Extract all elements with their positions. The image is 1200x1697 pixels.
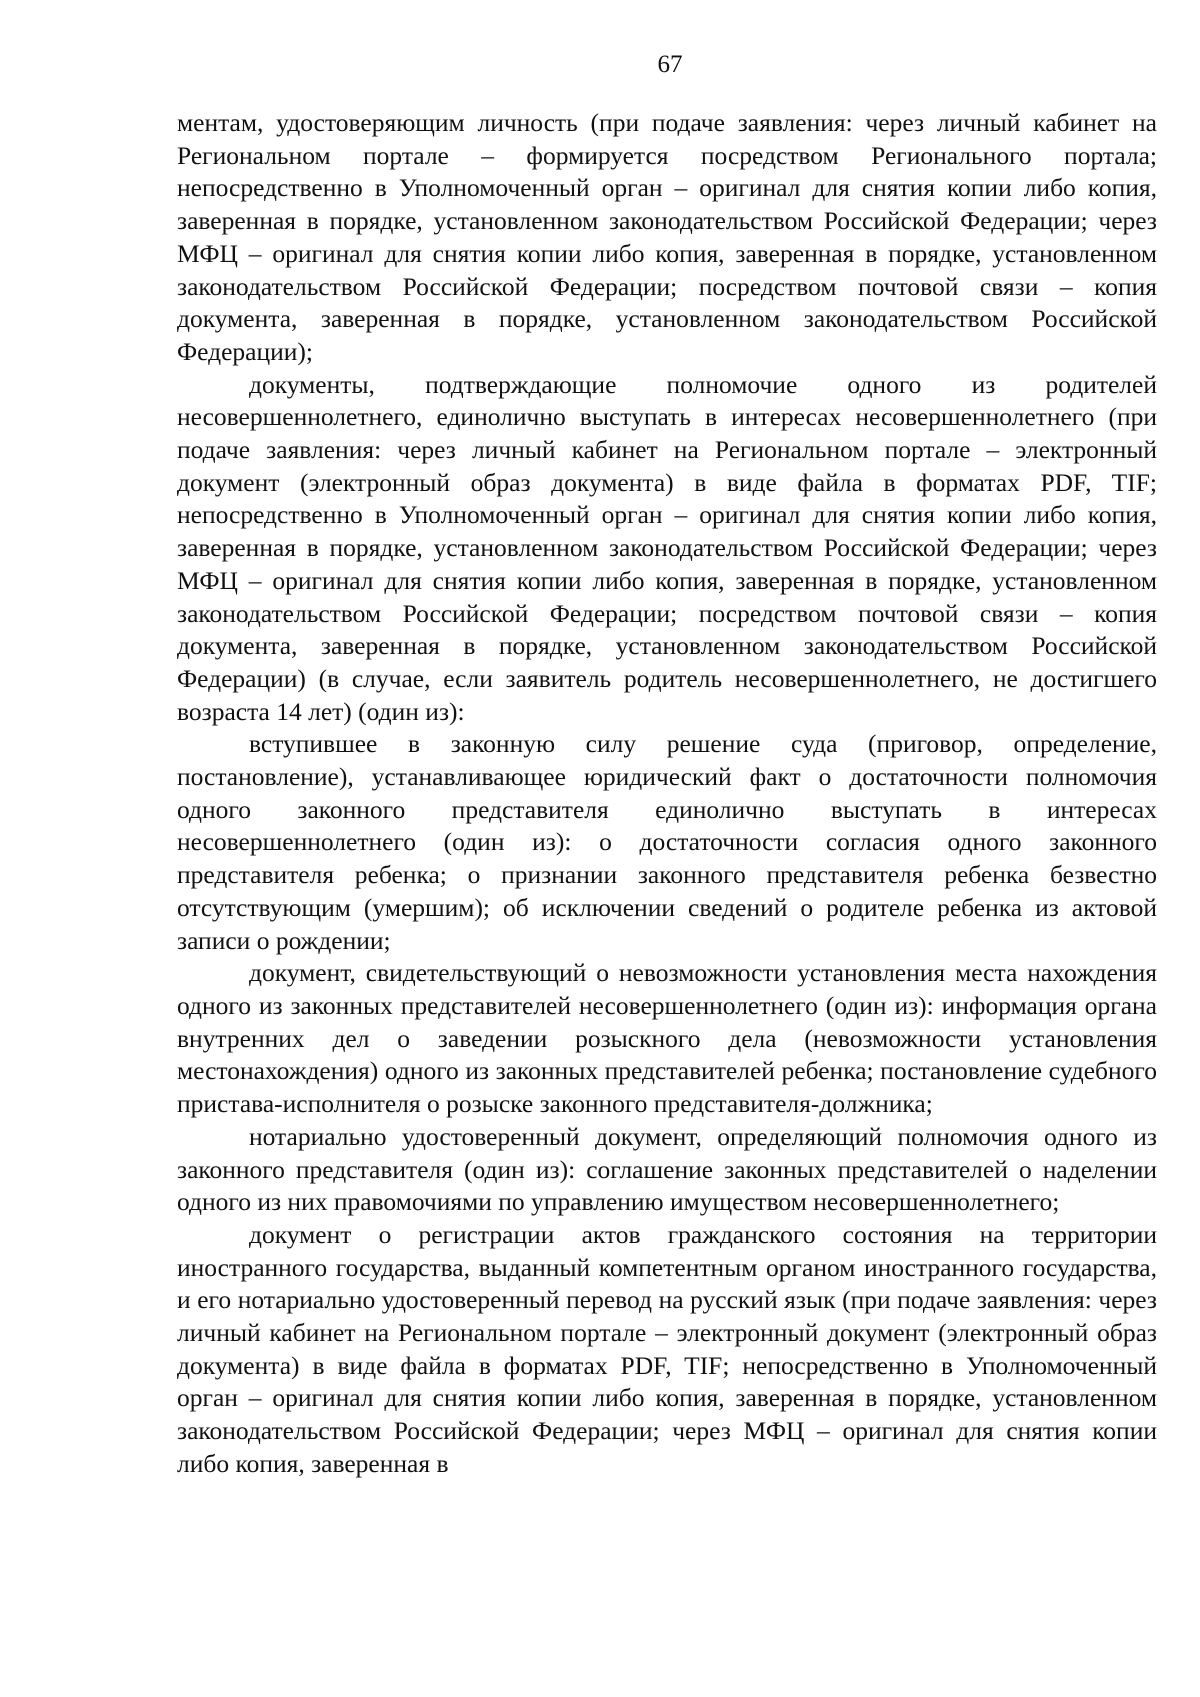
paragraph: нотариально удостоверенный документ, определяющий полномочия одного из законного представителя (один из): соглашение законных представителей о наделении одного из них правомочиями по управлению имуществом несовершеннолетнего;: [177, 1121, 1157, 1217]
paragraph: документ о регистрации актов гражданского состояния на территории иностранного государства, выданный компетентным органом иностранного государства, и его нотариально удостоверенный перевод на русский язык (при подаче заявления: через личный кабинет на Региональном портале – электронный документ (электронный образ документа) в виде файла в форматах PDF, TIF; непосредственно в Уполномоченный орган – оригинал для снятия копии либо копия, заверенная в порядке, установленном законодательством Российской Федерации; через МФЦ – оригинал для снятия копии либо копия, заверенная в: [177, 1219, 1157, 1478]
page-number: 67: [657, 51, 683, 78]
paragraph: документы, подтверждающие полномочие одного из родителей несовершеннолетнего, единолично выступать в интересах несовершеннолетнего (при подаче заявления: через личный кабинет на Региональном портале – электронный документ (электронный образ документа) в виде файла в форматах PDF, TIF; непосредственно в Уполномоченный орган – оригинал для снятия копии либо копия, заверенная в порядке, установленном законодательством Российской Федерации; через МФЦ – оригинал для снятия копии либо копия, заверенная в порядке, установленном законодательством Российской Федерации; посредством почтовой связи – копия документа, заверенная в порядке, установленном законодательством Российской Федерации) (в случае, если заявитель родитель несовершеннолетнего, не достигшего возраста 14 лет) (один из):: [177, 369, 1157, 726]
document-body: [177, 107, 1157, 1481]
paragraph: вступившее в законную силу решение суда (приговор, определение, постановление), устанавливающее юридический факт о достаточности полномочия одного законного представителя единолично выступать в интересах несовершеннолетнего (один из): о достаточности согласия одного законного представителя ребенка; о признании законного представителя ребенка безвестно отсутствующим (умершим); об исключении сведений о родителе ребенка из актовой записи о рождении;: [177, 729, 1157, 955]
paragraph: документ, свидетельствующий о невозможности установления места нахождения одного из законных представителей несовершеннолетнего (один из): информация органа внутренних дел о заведении розыскного дела (невозможности установления местонахождения) одного из законных представителей ребенка; постановление судебного пристава-исполнителя о розыске законного представителя-должника;: [177, 958, 1157, 1119]
paragraph: ментам, удостоверяющим личность (при подаче заявления: через личный кабинет на Региональном портале – формируется посредством Регионального портала; непосредственно в Уполномоченный орган – оригинал для снятия копии либо копия, заверенная в порядке, установленном законодательством Российской Федерации; через МФЦ – оригинал для снятия копии либо копия, заверенная в порядке, установленном законодательством Российской Федерации; посредством почтовой связи – копия документа, заверенная в порядке, установленном законодательством Российской Федерации);: [177, 108, 1157, 366]
